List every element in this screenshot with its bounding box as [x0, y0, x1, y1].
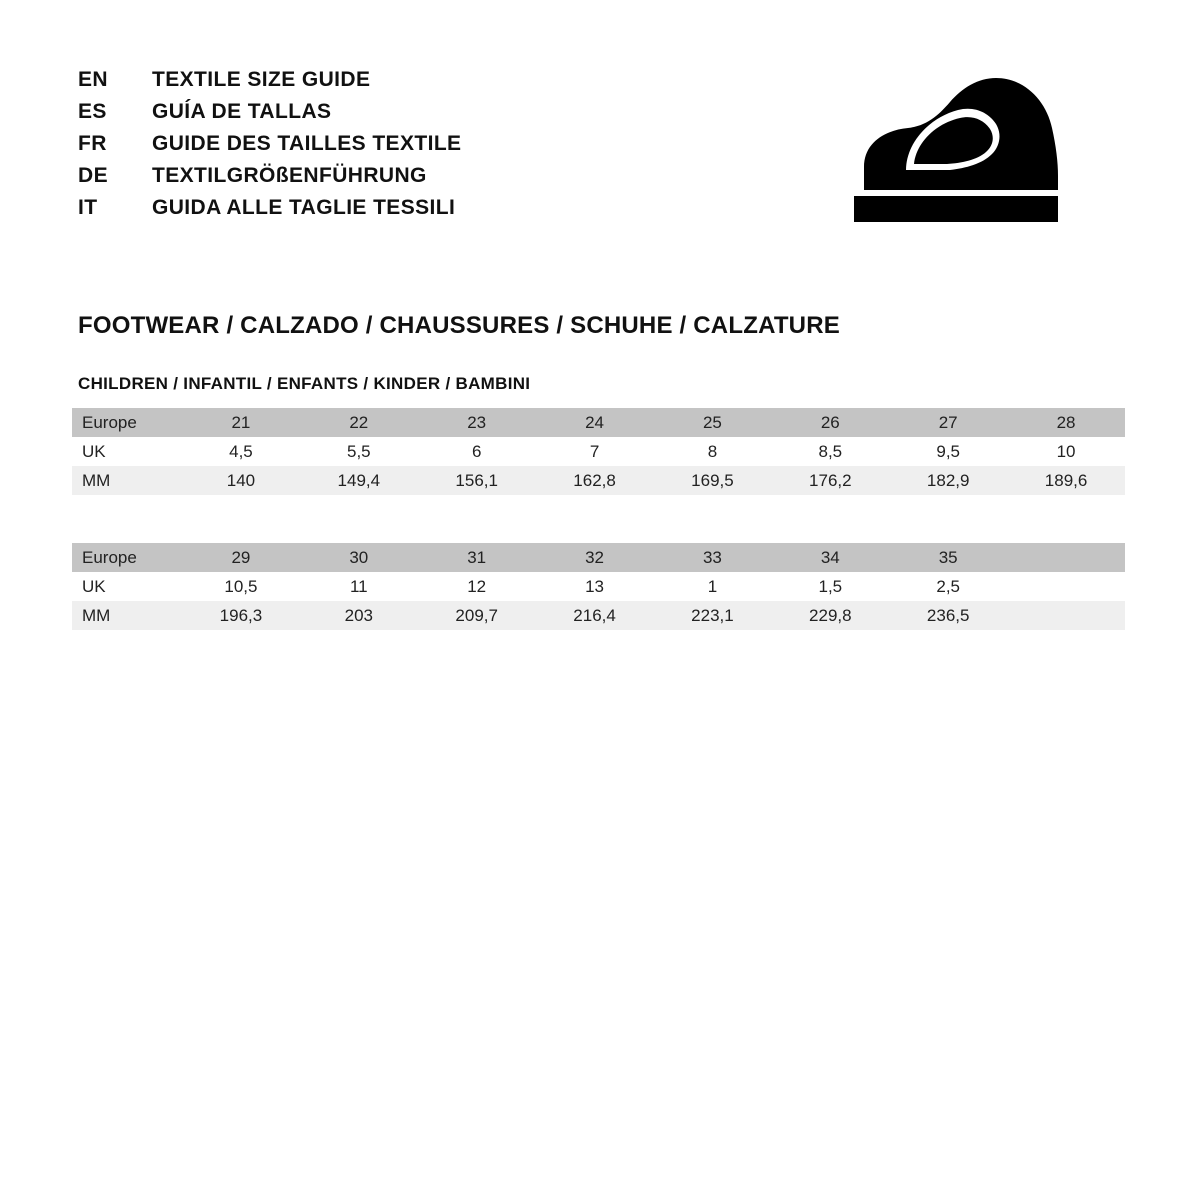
language-code: DE — [78, 164, 108, 187]
cell: 13 — [536, 572, 654, 601]
cell: 5,5 — [300, 437, 418, 466]
cell: 9,5 — [889, 437, 1007, 466]
cell: 1 — [654, 572, 772, 601]
language-code: EN — [78, 68, 108, 91]
cell: 140 — [182, 466, 300, 495]
language-row — [78, 164, 461, 188]
cell: 2,5 — [889, 572, 1007, 601]
row-label: MM — [72, 601, 182, 630]
cell: 203 — [300, 601, 418, 630]
cell: 8,5 — [771, 437, 889, 466]
table-row — [72, 601, 1125, 630]
section-title: FOOTWEAR / CALZADO / CHAUSSURES / SCHUHE / CALZATURE — [78, 312, 840, 339]
cell: 29 — [182, 543, 300, 572]
cell: 216,4 — [536, 601, 654, 630]
table-row — [72, 408, 1125, 437]
cell: 149,4 — [300, 466, 418, 495]
row-label: Europe — [72, 408, 182, 437]
language-title: GUÍA DE TALLAS — [152, 100, 332, 123]
subsection-title: CHILDREN / INFANTIL / ENFANTS / KINDER / BAMBINI — [78, 374, 531, 393]
cell: 32 — [536, 543, 654, 572]
cell: 236,5 — [889, 601, 1007, 630]
cell: 156,1 — [418, 466, 536, 495]
cell: 34 — [771, 543, 889, 572]
cell-empty — [1007, 543, 1125, 572]
cell: 223,1 — [654, 601, 772, 630]
shoe-icon — [846, 72, 1076, 237]
row-label: Europe — [72, 543, 182, 572]
language-code: ES — [78, 100, 107, 123]
cell: 26 — [771, 408, 889, 437]
table-row — [72, 466, 1125, 495]
cell: 7 — [536, 437, 654, 466]
language-row — [78, 100, 461, 124]
cell: 35 — [889, 543, 1007, 572]
cell: 169,5 — [654, 466, 772, 495]
language-row — [78, 196, 461, 220]
cell: 21 — [182, 408, 300, 437]
row-label: MM — [72, 466, 182, 495]
cell: 10,5 — [182, 572, 300, 601]
cell: 6 — [418, 437, 536, 466]
size-table-children-part2 — [72, 543, 1125, 630]
cell: 22 — [300, 408, 418, 437]
table-row — [72, 543, 1125, 572]
cell: 31 — [418, 543, 536, 572]
cell: 196,3 — [182, 601, 300, 630]
cell-empty — [1007, 601, 1125, 630]
size-table-children-part1 — [72, 408, 1125, 495]
cell: 209,7 — [418, 601, 536, 630]
cell: 27 — [889, 408, 1007, 437]
language-title: GUIDE DES TAILLES TEXTILE — [152, 132, 462, 155]
table-row — [72, 437, 1125, 466]
cell: 162,8 — [536, 466, 654, 495]
cell: 189,6 — [1007, 466, 1125, 495]
table-row — [72, 572, 1125, 601]
cell: 182,9 — [889, 466, 1007, 495]
language-row — [78, 132, 461, 156]
language-title-list — [78, 60, 461, 220]
cell: 8 — [654, 437, 772, 466]
cell: 4,5 — [182, 437, 300, 466]
cell: 28 — [1007, 408, 1125, 437]
cell-empty — [1007, 572, 1125, 601]
cell: 23 — [418, 408, 536, 437]
cell: 10 — [1007, 437, 1125, 466]
cell: 25 — [654, 408, 772, 437]
document-header — [78, 60, 1138, 237]
language-code: IT — [78, 196, 98, 219]
language-row — [78, 68, 461, 92]
cell: 1,5 — [771, 572, 889, 601]
cell: 33 — [654, 543, 772, 572]
cell: 11 — [300, 572, 418, 601]
language-title: GUIDA ALLE TAGLIE TESSILI — [152, 196, 456, 219]
row-label: UK — [72, 437, 182, 466]
cell: 30 — [300, 543, 418, 572]
language-title: TEXTILGRÖßENFÜHRUNG — [152, 164, 427, 187]
language-code: FR — [78, 132, 107, 155]
cell: 24 — [536, 408, 654, 437]
cell: 12 — [418, 572, 536, 601]
row-label: UK — [72, 572, 182, 601]
language-title: TEXTILE SIZE GUIDE — [152, 68, 371, 91]
cell: 229,8 — [771, 601, 889, 630]
cell: 176,2 — [771, 466, 889, 495]
